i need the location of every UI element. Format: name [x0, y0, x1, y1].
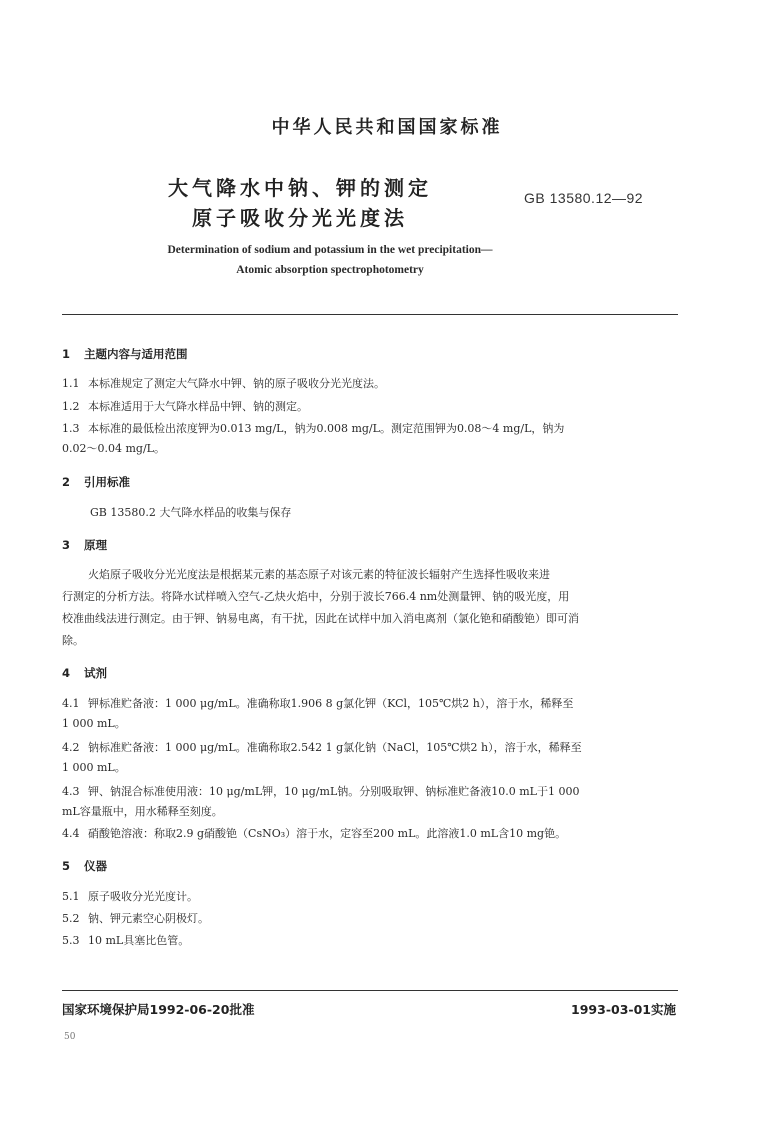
clause-4-1: [62, 696, 573, 712]
clause-number: 4.4: [62, 827, 80, 840]
clause-number: 1.1: [62, 377, 80, 390]
clause-text: 钾标准贮备液：1 000 μg/mL。准确称取1.906 8 g氯化钾（KCl，105℃烘2 h），溶于水，稀释至: [88, 697, 574, 710]
standard-number: GB 13580.12—92: [524, 190, 644, 206]
english-title-line2: Atomic absorption spectrophotometry: [236, 264, 424, 276]
clause-text: 本标准的最低检出浓度钾为0.013 mg/L，钠为0.008 mg/L。测定范围钾为0.08～4 mg/L，钠为: [88, 422, 565, 435]
clause-number: 4.3: [62, 785, 80, 798]
section-number: 3: [62, 538, 71, 552]
section-title: 主题内容与适用范围: [84, 347, 188, 361]
document-title-line2: 原子吸收分光光度法: [192, 206, 408, 230]
section-number: 5: [62, 859, 71, 873]
clause-number: 4.2: [62, 741, 80, 754]
section-2-heading: [62, 474, 130, 490]
clause-number: 5.2: [62, 912, 80, 925]
clause-number: 1.3: [62, 422, 80, 435]
header-divider: [62, 314, 678, 315]
clause-5-3: [62, 933, 189, 949]
clause-5-1: [62, 889, 198, 905]
clause-4-2-continued: 1 000 mL。: [62, 761, 126, 774]
clause-text: 本标准适用于大气降水样品中钾、钠的测定。: [88, 400, 308, 413]
section-number: 2: [62, 475, 71, 489]
section-3-heading: [62, 537, 107, 553]
page-number: 50: [64, 1032, 76, 1042]
section-number: 1: [62, 347, 71, 361]
clause-number: 1.2: [62, 400, 80, 413]
section-title: 原理: [84, 538, 107, 552]
section-1-heading: [62, 346, 188, 362]
section-5-heading: [62, 858, 107, 874]
approval-date: 国家环境保护局1992-06-20批准: [62, 1002, 255, 1017]
english-title-line1: Determination of sodium and potassium in the wet precipitation—: [167, 244, 493, 256]
referenced-standard: GB 13580.2 大气降水样品的收集与保存: [90, 506, 292, 519]
clause-4-1-continued: 1 000 mL。: [62, 717, 126, 730]
section-title: 仪器: [84, 859, 107, 873]
section-title: 引用标准: [84, 475, 130, 489]
principle-line4: 除。: [62, 634, 84, 647]
clause-number: 5.3: [62, 934, 80, 947]
principle-line2: 行测定的分析方法。将降水试样喷入空气-乙炔火焰中，分别于波长766.4 nm处测量钾、钠的吸光度，用: [62, 590, 570, 603]
clause-text: 本标准规定了测定大气降水中钾、钠的原子吸收分光光度法。: [88, 377, 385, 390]
national-standard-heading: 中华人民共和国国家标准: [271, 117, 503, 138]
principle-line3: 校准曲线法进行测定。由于钾、钠易电离，有干扰，因此在试样中加入消电离剂（氯化铯和硝酸铯）即可消: [62, 612, 579, 625]
clause-text: 原子吸收分光光度计。: [88, 890, 198, 903]
clause-4-2: [62, 740, 582, 756]
document-title-line1: 大气降水中钠、钾的测定: [168, 176, 432, 200]
implementation-date: 1993-03-01实施: [571, 1002, 676, 1017]
clause-4-3: [62, 784, 579, 800]
clause-number: 4.1: [62, 697, 80, 710]
clause-5-2: [62, 911, 209, 927]
clause-text: 钠标准贮备液：1 000 μg/mL。准确称取2.542 1 g氯化钠（NaCl，105℃烘2 h），溶于水，稀释至: [88, 741, 582, 754]
clause-text: 硝酸铯溶液：称取2.9 g硝酸铯（CsNO₃）溶于水，定容至200 mL。此溶液1.0 mL含10 mg铯。: [88, 827, 567, 840]
section-title: 试剂: [84, 666, 107, 680]
clause-text: 钾、钠混合标准使用液：10 μg/mL钾，10 μg/mL钠。分别吸取钾、钠标准贮备液10.0 mL于1 000: [88, 785, 580, 798]
clause-text: 钠、钾元素空心阴极灯。: [88, 912, 209, 925]
section-4-heading: [62, 665, 107, 681]
clause-4-4: [62, 826, 566, 842]
clause-number: 5.1: [62, 890, 80, 903]
principle-line1: 火焰原子吸收分光光度法是根据某元素的基态原子对该元素的特征波长辐射产生选择性吸收来进: [88, 568, 550, 581]
clause-1-2: [62, 399, 308, 415]
clause-text: 10 mL具塞比色管。: [88, 934, 190, 947]
footer-divider: [62, 990, 678, 991]
clause-1-3-continued: 0.02～0.04 mg/L。: [62, 442, 165, 455]
clause-1-1: [62, 376, 385, 392]
clause-1-3: [62, 421, 564, 437]
clause-4-3-continued: mL容量瓶中，用水稀释至刻度。: [62, 805, 223, 818]
section-number: 4: [62, 666, 71, 680]
